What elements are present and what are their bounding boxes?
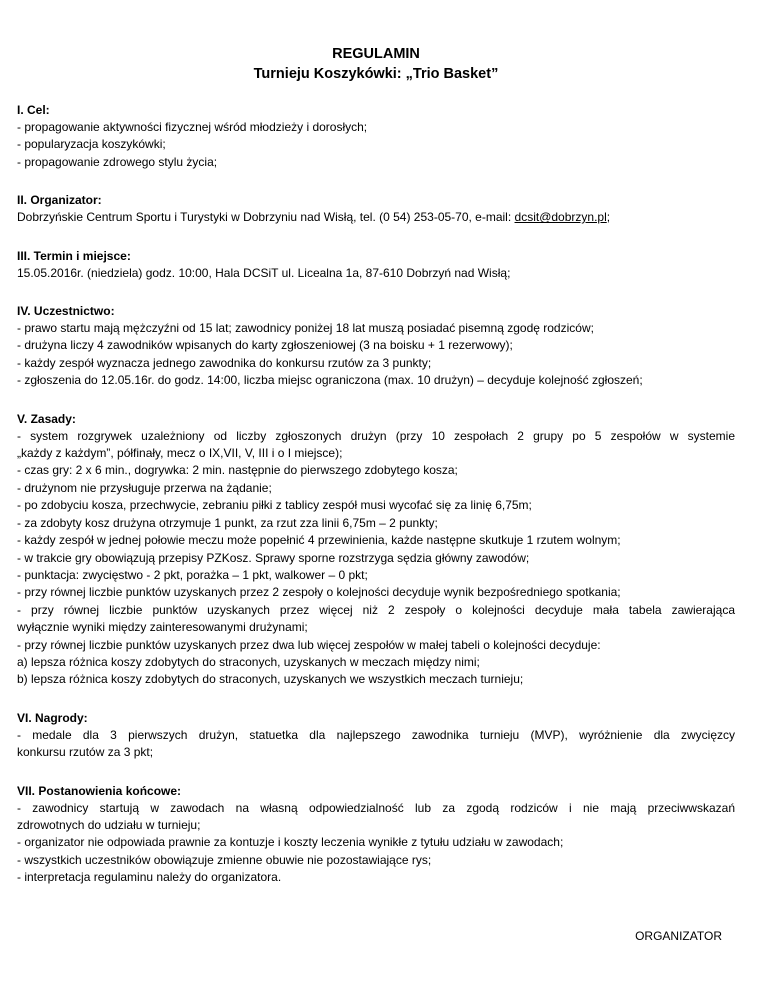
email-link[interactable]: dcsit@dobrzyn.pl — [514, 210, 607, 225]
section-organizator — [17, 192, 735, 226]
organizer-suffix: ; — [606, 210, 611, 225]
organizer-contact — [17, 209, 735, 226]
list-item: - po zdobyciu kosza, przechwycie, zebraniu piłki z tablicy zespół musi wycofać się za linię 6,75m; — [17, 498, 532, 513]
list-item: zdrowotnych do udziału w turnieju; — [17, 817, 201, 832]
section-heading: VI. Nagrody: — [17, 710, 88, 725]
document-page — [17, 44, 735, 908]
section-postanowienia — [17, 783, 735, 887]
organizer-text: Dobrzyńskie Centrum Sportu i Turystyki w Dobrzyniu nad Wisłą, tel. (0 54) 253-05-70, e-mail: — [17, 210, 515, 225]
list-item: b) lepsza różnica koszy zdobytych do straconych, uzyskanych we wszystkich meczach turnieju; — [17, 672, 524, 687]
list-item: wyłącznie wyniki między zainteresowanymi drużynami; — [17, 620, 308, 635]
list-item: - każdy zespół w jednej połowie meczu może popełnić 4 przewinienia, każde następne skutkuje 1 rzutem wolnym; — [17, 533, 621, 548]
list-item: - zawodnicy startują w zawodach na własną odpowiedzialność lub za zgodą rodziców i nie mają przeciwwskazań — [17, 800, 735, 815]
list-item: - przy równej liczbie punktów uzyskanych przez dwa lub więcej zespołów w małej tabeli o kolejności decyduje: — [17, 637, 601, 652]
section-cel — [17, 102, 735, 171]
event-date-place: 15.05.2016r. (niedziela) godz. 10:00, Hala DCSiT ul. Licealna 1a, 87-610 Dobrzyń nad Wisłą; — [17, 265, 511, 280]
document-title: REGULAMIN — [332, 46, 420, 62]
section-heading: VII. Postanowienia końcowe: — [17, 783, 182, 798]
list-item: - każdy zespół wyznacza jednego zawodnika do konkursu rzutów za 3 punkty; — [17, 355, 432, 370]
list-item: - w trakcie gry obowiązują przepisy PZKosz. Sprawy sporne rozstrzyga sędzia główny zawodów; — [17, 550, 530, 565]
list-item: - medale dla 3 pierwszych drużyn, statuetka dla najlepszego zawodnika turnieju (MVP), wyróżnienie dla zwycięzcy — [17, 727, 735, 742]
list-item: - zgłoszenia do 12.05.16r. do godz. 14:00, liczba miejsc ograniczona (max. 10 drużyn) – decyduje kolejność zgłoszeń; — [17, 373, 643, 388]
list-item: - interpretacja regulaminu należy do organizatora. — [17, 870, 282, 885]
list-item: konkursu rzutów za 3 pkt; — [17, 745, 154, 760]
list-item: - system rozgrywek uzależniony od liczby zgłoszonych drużyn (przy 10 zespołach 2 grupy po 5 zespołów w systemie — [17, 428, 735, 443]
section-heading: III. Termin i miejsce: — [17, 248, 131, 263]
list-item: - propagowanie aktywności fizycznej wśród młodzieży i dorosłych; — [17, 120, 368, 134]
section-heading: I. Cel: — [17, 103, 50, 117]
signature-organizer: ORGANIZATOR — [635, 929, 722, 943]
list-item: - przy równej liczbie punktów uzyskanych przez 2 zespoły o kolejności decyduje wynik bezpośredniego spotkania; — [17, 585, 621, 600]
list-item: „każdy z każdym”, półfinały, mecz o IX,VII, V, III i o I miejsce); — [17, 446, 343, 461]
section-heading: IV. Uczestnictwo: — [17, 304, 115, 319]
section-zasady — [17, 411, 735, 689]
list-item: - wszystkich uczestników obowiązuje zmienne obuwie nie pozostawiające rys; — [17, 852, 432, 867]
list-item: - popularyzacja koszykówki; — [17, 137, 166, 152]
section-nagrody — [17, 710, 735, 762]
section-uczestnictwo — [17, 303, 735, 390]
list-item: - czas gry: 2 x 6 min., dogrywka: 2 min. następnie do pierwszego zdobytego kosza; — [17, 463, 458, 478]
list-item: - drużynom nie przysługuje przerwa na żądanie; — [17, 480, 272, 495]
list-item: - prawo startu mają mężczyźni od 15 lat; zawodnicy poniżej 18 lat muszą posiadać pisemną zgodę rodziców; — [17, 321, 594, 336]
document-subtitle: Turnieju Koszykówki: „Trio Basket” — [253, 66, 499, 82]
list-item: - punktacja: zwycięstwo - 2 pkt, porażka – 1 pkt, walkower – 0 pkt; — [17, 567, 368, 582]
list-item: - przy równej liczbie punktów uzyskanych przez więcej niż 2 zespoły o kolejności decyduje mała tabela zawierająca — [17, 602, 735, 617]
list-item: - propagowanie zdrowego stylu życia; — [17, 154, 218, 169]
section-heading: V. Zasady: — [17, 411, 76, 426]
section-termin — [17, 248, 735, 282]
list-item: - drużyna liczy 4 zawodników wpisanych do karty zgłoszeniowej (3 na boisku + 1 rezerwowy); — [17, 338, 513, 353]
list-item: - organizator nie odpowiada prawnie za kontuzje i koszty leczenia wynikłe z tytułu udziału w zawodach; — [17, 835, 564, 850]
section-heading: II. Organizator: — [17, 193, 102, 208]
list-item: a) lepsza różnica koszy zdobytych do straconych, uzyskanych w meczach między nimi; — [17, 654, 480, 669]
list-item: - za zdobyty kosz drużyna otrzymuje 1 punkt, za rzut zza linii 6,75m – 2 punkty; — [17, 515, 438, 530]
